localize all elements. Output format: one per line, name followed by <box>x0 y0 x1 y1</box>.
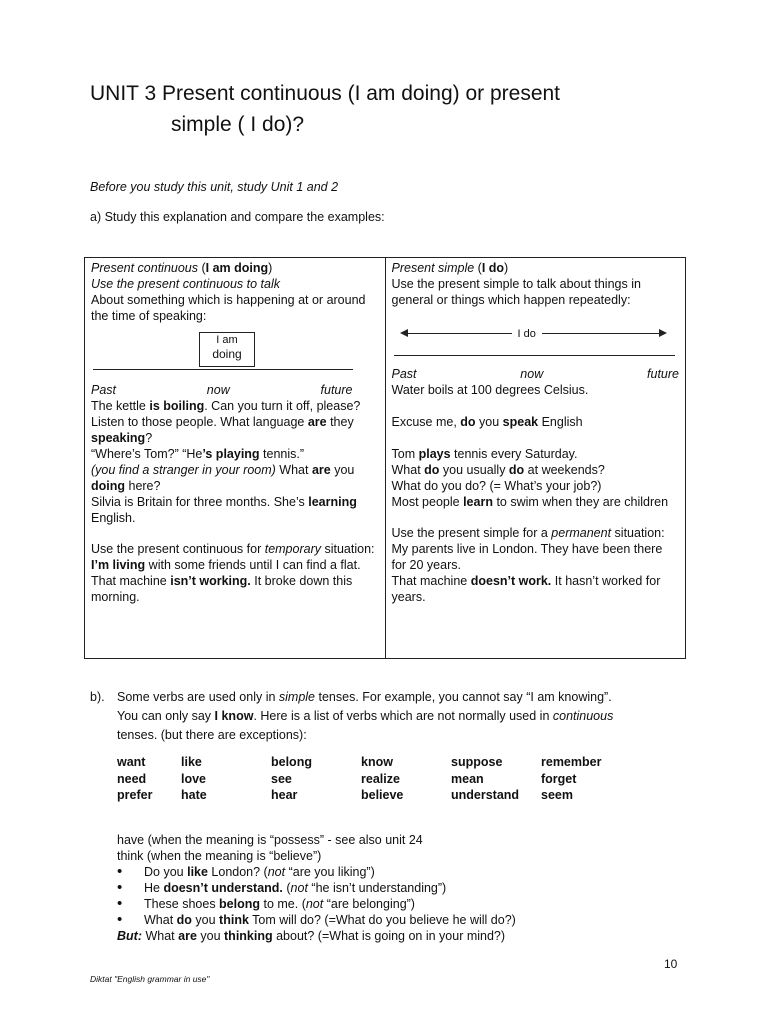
right-example-5: What do you do? (= What’s your job?) <box>391 479 602 493</box>
list-item: • He doesn’t understand. (not “he isn’t understanding”) <box>144 880 516 896</box>
have-note: have (when the meaning is “possess” - see also unit 24 <box>117 833 423 847</box>
list-item: • These shoes belong to me. (not “are belonging”) <box>144 896 516 912</box>
verb-list <box>117 754 631 804</box>
verb-row <box>117 771 631 788</box>
verb: like <box>181 755 202 769</box>
examples-list <box>117 864 516 928</box>
but-note: But: What are you thinking about? (=What is going on in your mind?) <box>117 929 506 943</box>
right-example-1: Water boils at 100 degrees Celsius. <box>391 383 589 397</box>
right-example-2: Excuse me, do you speak English <box>391 415 583 429</box>
verb: see <box>271 771 292 786</box>
verb: realize <box>361 771 400 786</box>
left-example-2: Listen to those people. What language are they speaking? <box>91 415 354 445</box>
exceptions-notes <box>117 832 516 944</box>
verb: hear <box>271 788 298 802</box>
verb: need <box>117 771 147 786</box>
past-label: Past <box>91 383 117 397</box>
i-am-doing-box: I am doing <box>199 332 255 367</box>
i-do-label: I do <box>512 326 542 342</box>
arrow-right-icon <box>659 329 667 337</box>
verb: mean <box>451 771 484 786</box>
future-label: future <box>647 367 679 381</box>
present-simple-column <box>385 258 686 659</box>
think-note: think (when the meaning is “believe”) <box>117 849 322 863</box>
verb: hate <box>181 788 207 802</box>
title-line-2: simple ( I do)? <box>171 113 305 136</box>
now-label: now <box>206 383 230 397</box>
footer-note: Diktat "English grammar in use" <box>90 974 210 984</box>
verb: remember <box>541 755 602 769</box>
right-example-3: Tom plays tennis every Saturday. <box>391 447 578 461</box>
right-example-7: My parents live in London. They have been there for 20 years. <box>391 542 663 572</box>
section-b-line-3: tenses. (but there are exceptions): <box>117 728 307 742</box>
past-label: Past <box>391 367 417 381</box>
right-example-4: What do you usually do at weekends? <box>391 463 605 477</box>
task-a-instruction: a) Study this explanation and compare the examples: <box>90 210 385 224</box>
list-item: • What do you think Tom will do? (=What do you believe he will do?) <box>144 912 516 928</box>
left-example-6: I’m living with some friends until I can find a flat. <box>91 558 361 572</box>
verb: seem <box>541 788 573 802</box>
right-heading: Present simple (I do) <box>391 261 509 275</box>
left-description: About something which is happening at or around the time of speaking: <box>91 293 366 323</box>
right-time-labels <box>392 366 680 382</box>
verb: know <box>361 755 393 769</box>
section-b <box>90 688 690 745</box>
title-line-1: UNIT 3 Present continuous (I am doing) or present <box>90 82 561 105</box>
left-example-7: That machine isn’t working. It broke down this morning. <box>91 574 353 604</box>
verb: love <box>181 771 207 786</box>
right-permanent-rule: Use the present simple for a permanent situation: <box>391 526 665 540</box>
left-example-1: The kettle is boiling. Can you turn it off, please? <box>91 399 361 413</box>
left-example-3: “Where’s Tom?” “He’s playing tennis.” <box>91 447 305 461</box>
left-example-4: (you find a stranger in your room) What are you doing here? <box>91 463 355 493</box>
verb: believe <box>361 788 404 802</box>
section-b-label: b). <box>90 690 105 704</box>
section-b-line-2: You can only say I know. Here is a list of verbs which are not normally used in continuous <box>117 709 614 723</box>
right-description: Use the present simple to talk about things in general or things which happen repeatedly: <box>391 277 641 307</box>
left-time-labels <box>91 382 379 398</box>
comparison-table <box>84 257 686 659</box>
verb-row <box>117 754 631 771</box>
verb: forget <box>541 771 577 786</box>
verb: belong <box>271 755 312 769</box>
intro-note: Before you study this unit, study Unit 1 and 2 <box>90 180 339 194</box>
present-continuous-column <box>85 258 386 659</box>
verb: understand <box>451 788 520 802</box>
right-example-6: Most people learn to swim when they are children <box>391 495 669 509</box>
verb: suppose <box>451 755 503 769</box>
page-number: 10 <box>664 957 678 971</box>
left-temporary-rule: Use the present continuous for temporary situation: <box>91 542 375 556</box>
arrow-left-icon <box>400 329 408 337</box>
left-heading: Present continuous (I am doing) <box>91 261 273 275</box>
left-timeline <box>91 328 379 382</box>
list-item: • Do you like London? (not “are you liking”) <box>144 864 516 880</box>
right-example-8: That machine doesn’t work. It hasn’t worked for years. <box>391 574 661 604</box>
right-timeline-line <box>394 355 676 356</box>
left-timeline-line <box>93 369 353 370</box>
right-timeline <box>392 312 680 366</box>
verb: want <box>117 755 146 769</box>
verb: prefer <box>117 788 153 802</box>
left-example-5: Silvia is Britain for three months. She’s learning English. <box>91 495 357 525</box>
section-b-line-1: b). Some verbs are used only in simple tenses. For example, you cannot say “I am knowing”. <box>90 688 690 707</box>
future-label: future <box>320 383 353 397</box>
now-label: now <box>520 367 544 381</box>
verb-row <box>117 787 631 804</box>
left-use-line: Use the present continuous to talk <box>91 277 281 291</box>
unit-title <box>90 78 560 140</box>
